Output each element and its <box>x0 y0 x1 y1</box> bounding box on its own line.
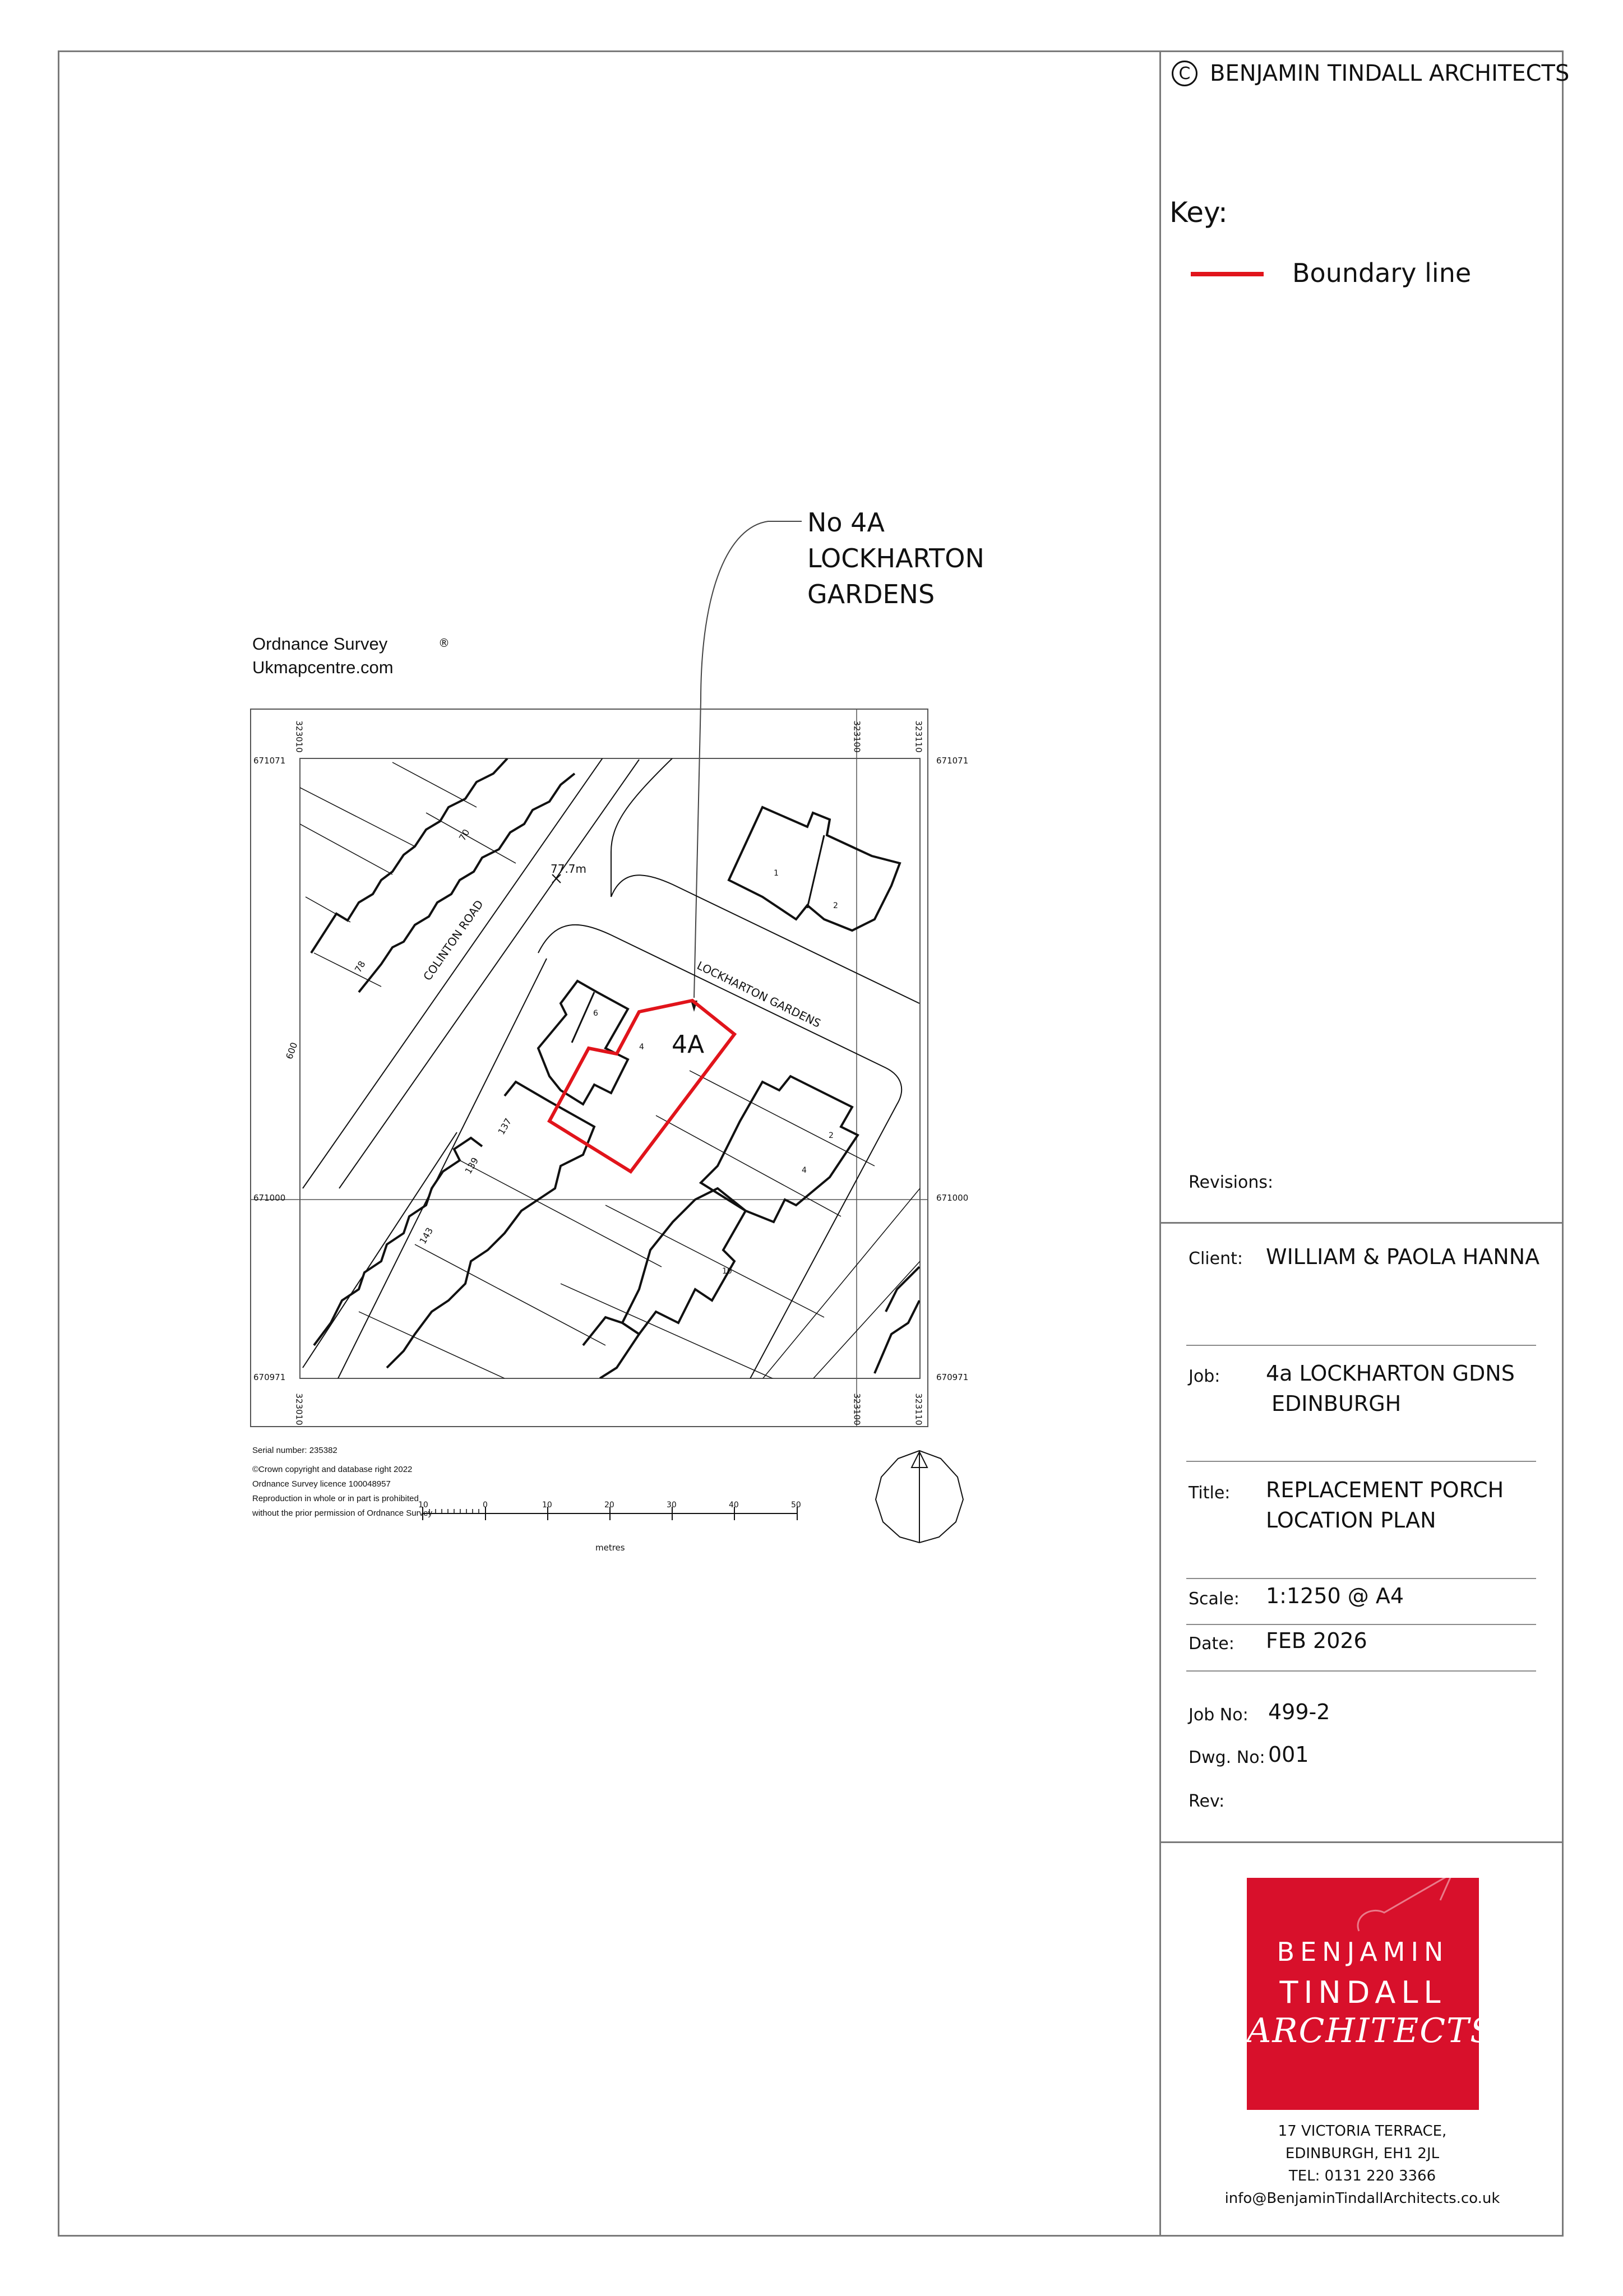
scale-tick: 40 <box>729 1501 739 1510</box>
scale-value: 1:1250 @ A4 <box>1266 1584 1404 1608</box>
logo-text-tindall: TINDALL <box>1279 1975 1446 2010</box>
spot-height: 77.7m <box>551 862 587 876</box>
job-number-label: Job No: <box>1189 1705 1249 1725</box>
street-label-colinton: COLINTON ROAD <box>420 897 486 983</box>
note-line2: Ordnance Survey licence 100048957 <box>252 1479 391 1489</box>
scale-tick: 10 <box>542 1501 552 1510</box>
house-number: 137 <box>496 1116 514 1137</box>
callout-line3: GARDENS <box>807 579 935 609</box>
grid-label-top-b: 323100 <box>852 720 862 753</box>
house-number: 143 <box>417 1225 436 1246</box>
grid-label-top-a: 323010 <box>294 720 304 753</box>
map-source-line2: Ukmapcentre.com <box>252 658 394 677</box>
title-block-divider <box>1159 50 1161 2237</box>
registered-mark: ® <box>438 636 450 650</box>
house-number: 78 <box>352 959 368 975</box>
address-line1: 17 VICTORIA TERRACE, <box>1278 2123 1447 2140</box>
date-label: Date: <box>1189 1634 1234 1654</box>
house-number: 4 <box>802 1166 807 1175</box>
scale-tick: 10 <box>418 1501 428 1510</box>
callout-line1: No 4A <box>807 507 885 538</box>
site-boundary <box>549 1001 734 1172</box>
grid-label-left-top: 671071 <box>253 756 286 766</box>
key-title: Key: <box>1169 196 1228 229</box>
date-divider <box>1186 1670 1536 1672</box>
grid-label-right-bottom: 670971 <box>936 1372 969 1382</box>
grid-label-top-c: 323110 <box>913 720 924 753</box>
firm-address <box>1200 2120 1525 2210</box>
house-number: 2 <box>829 1131 834 1140</box>
firm-name: BENJAMIN TINDALL ARCHITECTS <box>1210 61 1570 86</box>
scale-tick: 50 <box>791 1501 801 1510</box>
copyright-icon: C <box>1172 61 1197 86</box>
grid-label-bottom-b: 323100 <box>852 1393 862 1425</box>
revisions-divider <box>1159 1222 1564 1224</box>
grid-label-bottom-a: 323010 <box>294 1393 304 1425</box>
map-source-line1: Ordnance Survey <box>252 634 388 654</box>
client-value: WILLIAM & PAOLA HANNA <box>1266 1244 1540 1269</box>
house-number: 1 <box>774 869 779 878</box>
address-email[interactable]: info@BenjaminTindallArchitects.co.uk <box>1224 2190 1500 2207</box>
callout-line2: LOCKHARTON <box>807 543 984 573</box>
scale-tick: 30 <box>667 1501 677 1510</box>
firm-header <box>1172 61 1569 86</box>
client-label: Client: <box>1189 1249 1243 1269</box>
title-line1: REPLACEMENT PORCH <box>1266 1478 1504 1502</box>
job-line1: 4a LOCKHARTON GDNS <box>1266 1361 1515 1386</box>
revision-label: Rev: <box>1189 1792 1225 1811</box>
grid-label-right-mid: 671000 <box>936 1193 969 1203</box>
site-label: 4A <box>672 1030 705 1059</box>
street-label-lockharton: LOCKHARTON GARDENS <box>695 959 823 1030</box>
drawing-number-value: 001 <box>1268 1742 1309 1767</box>
logo-text-benjamin: BENJAMIN <box>1277 1937 1449 1967</box>
key-boundary-label: Boundary line <box>1292 258 1472 288</box>
north-arrow-icon <box>869 1446 970 1547</box>
grid-label-left-mid: 671000 <box>253 1193 286 1203</box>
scale-label: Scale: <box>1189 1589 1240 1609</box>
job-divider <box>1186 1461 1536 1462</box>
address-line2: EDINBURGH, EH1 2JL <box>1285 2145 1440 2162</box>
date-value: FEB 2026 <box>1266 1628 1367 1653</box>
grid-label-right-top: 671071 <box>936 756 969 766</box>
house-number: 70 <box>456 827 472 843</box>
job-number-value: 499-2 <box>1268 1700 1330 1724</box>
address-phone: TEL: 0131 220 3366 <box>1288 2168 1436 2184</box>
house-number: 6 <box>593 1009 598 1018</box>
note-line4: without the prior permission of Ordnance Survey <box>252 1508 432 1518</box>
os-notes <box>252 1443 432 1521</box>
scale-tick: 20 <box>604 1501 614 1510</box>
house-number: 10 <box>722 1267 732 1276</box>
drawing-number-label: Dwg. No: <box>1189 1748 1265 1767</box>
grid-label-left-bottom: 670971 <box>253 1372 286 1382</box>
house-number: 600 <box>284 1040 300 1061</box>
note-line3: Reproduction in whole or in part is prohibited <box>252 1494 419 1503</box>
serial-number: Serial number: 235382 <box>252 1446 337 1455</box>
job-line2: EDINBURGH <box>1271 1391 1402 1416</box>
client-divider <box>1186 1345 1536 1346</box>
scale-tick: 0 <box>483 1501 488 1510</box>
house-number: 4 <box>639 1043 644 1052</box>
title-line2: LOCATION PLAN <box>1266 1508 1436 1533</box>
scale-unit: metres <box>595 1543 625 1553</box>
note-line1: ©Crown copyright and database right 2022 <box>252 1465 413 1474</box>
house-number: 2 <box>833 901 838 910</box>
firm-logo <box>1247 1878 1495 2110</box>
house-number: 139 <box>463 1155 481 1176</box>
boundary-line-swatch <box>1191 272 1264 276</box>
title-divider <box>1186 1578 1536 1579</box>
logo-divider <box>1159 1841 1564 1843</box>
grid-label-bottom-c: 323110 <box>913 1393 924 1425</box>
logo-text-architects: ARCHITECTS <box>1247 2011 1495 2050</box>
scale-divider <box>1186 1624 1536 1625</box>
title-label: Title: <box>1189 1483 1231 1503</box>
revisions-label: Revisions: <box>1189 1173 1274 1192</box>
job-label: Job: <box>1189 1367 1220 1386</box>
